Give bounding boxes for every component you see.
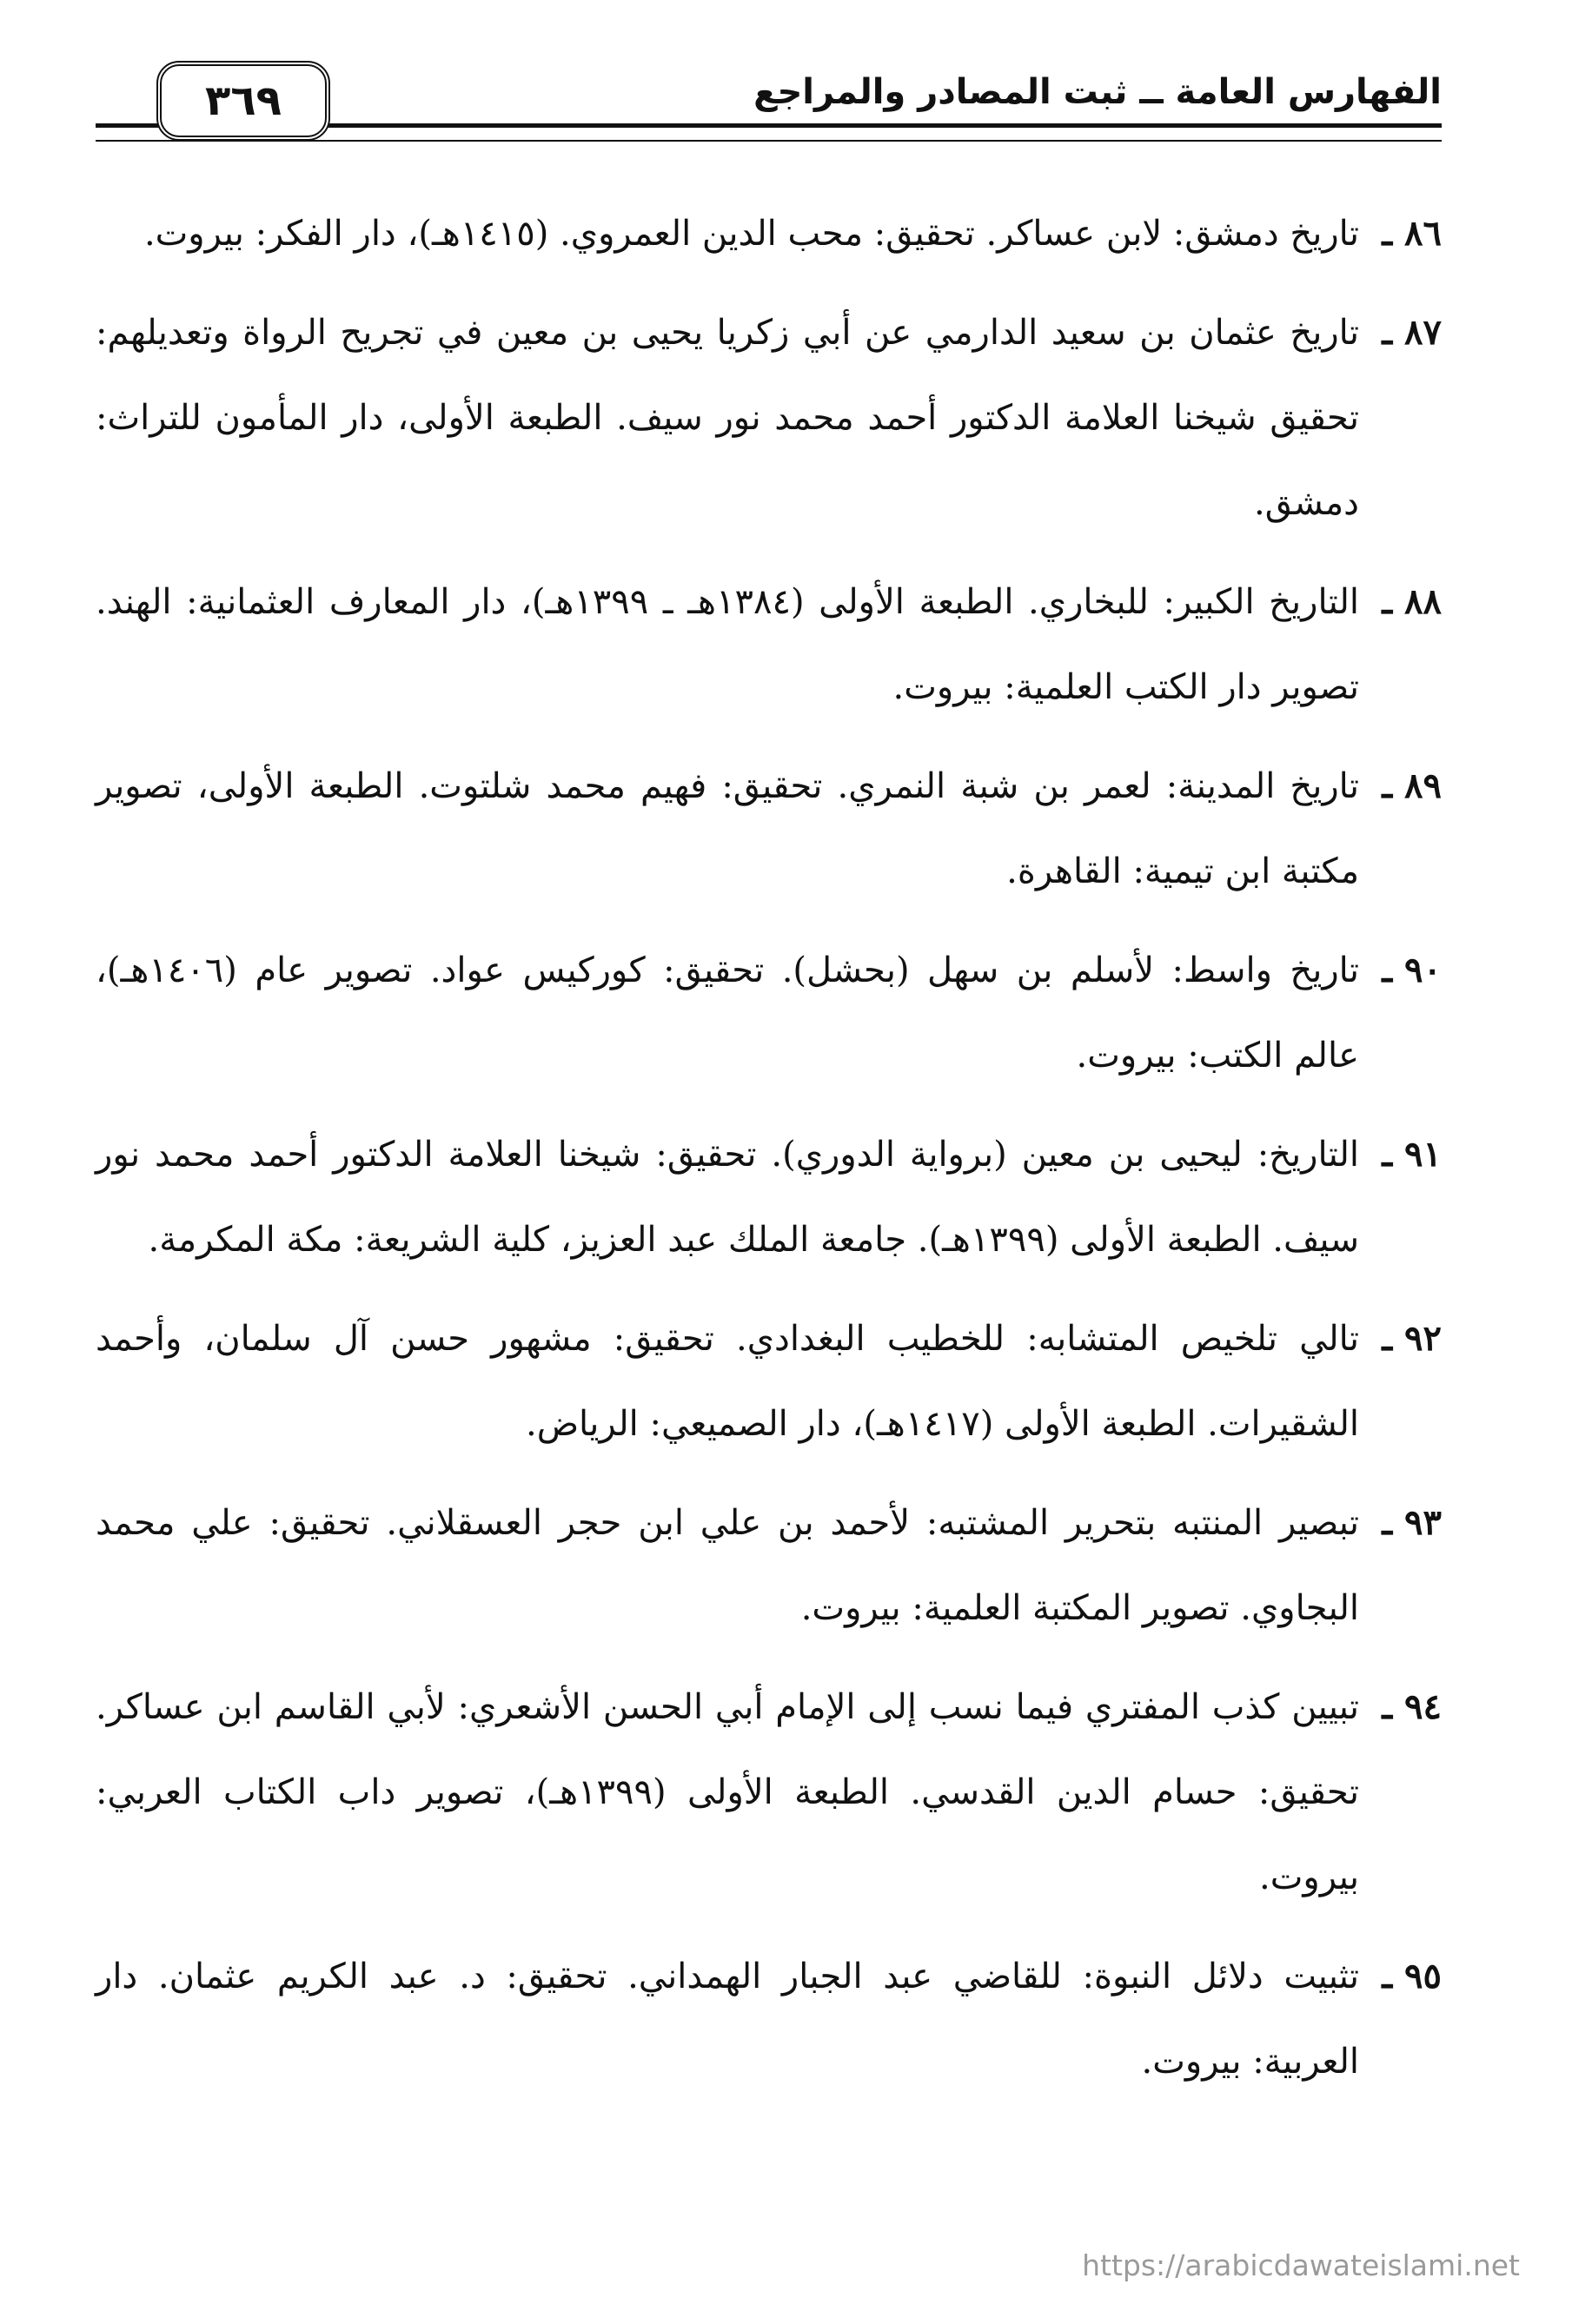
entry-text: التاريخ: ليحيى بن معين (برواية الدوري). تحقيق: شيخنا العلامة الدكتور أحمد محمد نور سيف. الطبعة الأولى (١٣٩٩هـ). جامعة الملك عبد العزيز، كلية الشريعة: مكة المكرمة. [96,1135,1359,1260]
bibliography-entry [96,928,1442,1098]
entry-number: ٨٦ ـ [1382,213,1442,254]
entry-text: تاريخ عثمان بن سعيد الدارمي عن أبي زكريا يحيى بن معين في تجريح الرواة وتعديلهم: تحقيق شيخنا العلامة الدكتور أحمد محمد نور سيف. الطبعة الأولى، دار المأمون للتراث: دمشق. [96,313,1359,523]
bibliography-entry [96,1480,1442,1651]
entry-text: تبيين كذب المفتري فيما نسب إلى الإمام أبي الحسن الأشعري: لأبي القاسم ابن عساكر. تحقيق: حسام الدين القدسي. الطبعة الأولى (١٣٩٩هـ)، تصوير داب الكتاب العربي: بيروت. [96,1687,1359,1897]
entry-number: ٩٥ ـ [1382,1956,1442,1996]
entry-number: ٩٠ ـ [1382,950,1442,990]
entry-number: ٩١ ـ [1382,1134,1442,1175]
entry-number: ٩٣ ـ [1382,1502,1442,1543]
running-header-title: الفهارس العامة ــ ثبت المصادر والمراجع [753,72,1442,112]
entry-text: تثبيت دلائل النبوة: للقاضي عبد الجبار الهمداني. تحقيق: د. عبد الكريم عثمان. دار العربية: بيروت. [96,1957,1359,2082]
page-number: ٣٦٩ [156,61,330,141]
bibliography-entry [96,744,1442,914]
bibliography-entry [96,559,1442,730]
entry-text: التاريخ الكبير: للبخاري. الطبعة الأولى (١٣٨٤هـ ـ ١٣٩٩هـ)، دار المعارف العثمانية: الهند. تصوير دار الكتب العلمية: بيروت. [96,582,1360,707]
bibliography-entry [96,1296,1442,1467]
bibliography-entry [96,290,1442,546]
bibliography-entry [96,1934,1442,2104]
entry-number: ٨٨ ـ [1382,581,1442,622]
bibliography-entry [96,1112,1442,1282]
watermark-url: https://arabicdawateislami.net [1082,2248,1520,2282]
bibliography-entry [96,1665,1442,1920]
entry-text: تاريخ واسط: لأسلم بن سهل (بحشل). تحقيق: كوركيس عواد. تصوير عام (١٤٠٦هـ)، عالم الكتب: بيروت. [96,950,1359,1076]
bibliography-entry [96,191,1442,276]
entry-number: ٩٢ ـ [1382,1318,1442,1359]
entry-number: ٨٧ ـ [1382,312,1442,353]
entry-text: تاريخ دمشق: لابن عساكر. تحقيق: محب الدين العمروي. (١٤١٥هـ)، دار الفكر: بيروت. [143,214,1359,254]
entry-text: تالي تلخيص المتشابه: للخطيب البغدادي. تحقيق: مشهور حسن آل سلمان، وأحمد الشقيرات. الطبعة الأولى (١٤١٧هـ)، دار الصميعي: الرياض. [96,1319,1360,1444]
entry-number: ٨٩ ـ [1382,765,1442,806]
bibliography-list [96,191,1442,2118]
entry-text: تاريخ المدينة: لعمر بن شبة النمري. تحقيق: فهيم محمد شلتوت. الطبعة الأولى، تصوير مكتبة ابن تيمية: القاهرة. [96,766,1359,891]
entry-text: تبصير المنتبه بتحرير المشتبه: لأحمد بن علي ابن حجر العسقلاني. تحقيق: علي محمد البجاوي. تصوير المكتبة العلمية: بيروت. [96,1503,1359,1628]
entry-number: ٩٤ ـ [1382,1686,1442,1727]
page-header [96,61,1442,156]
